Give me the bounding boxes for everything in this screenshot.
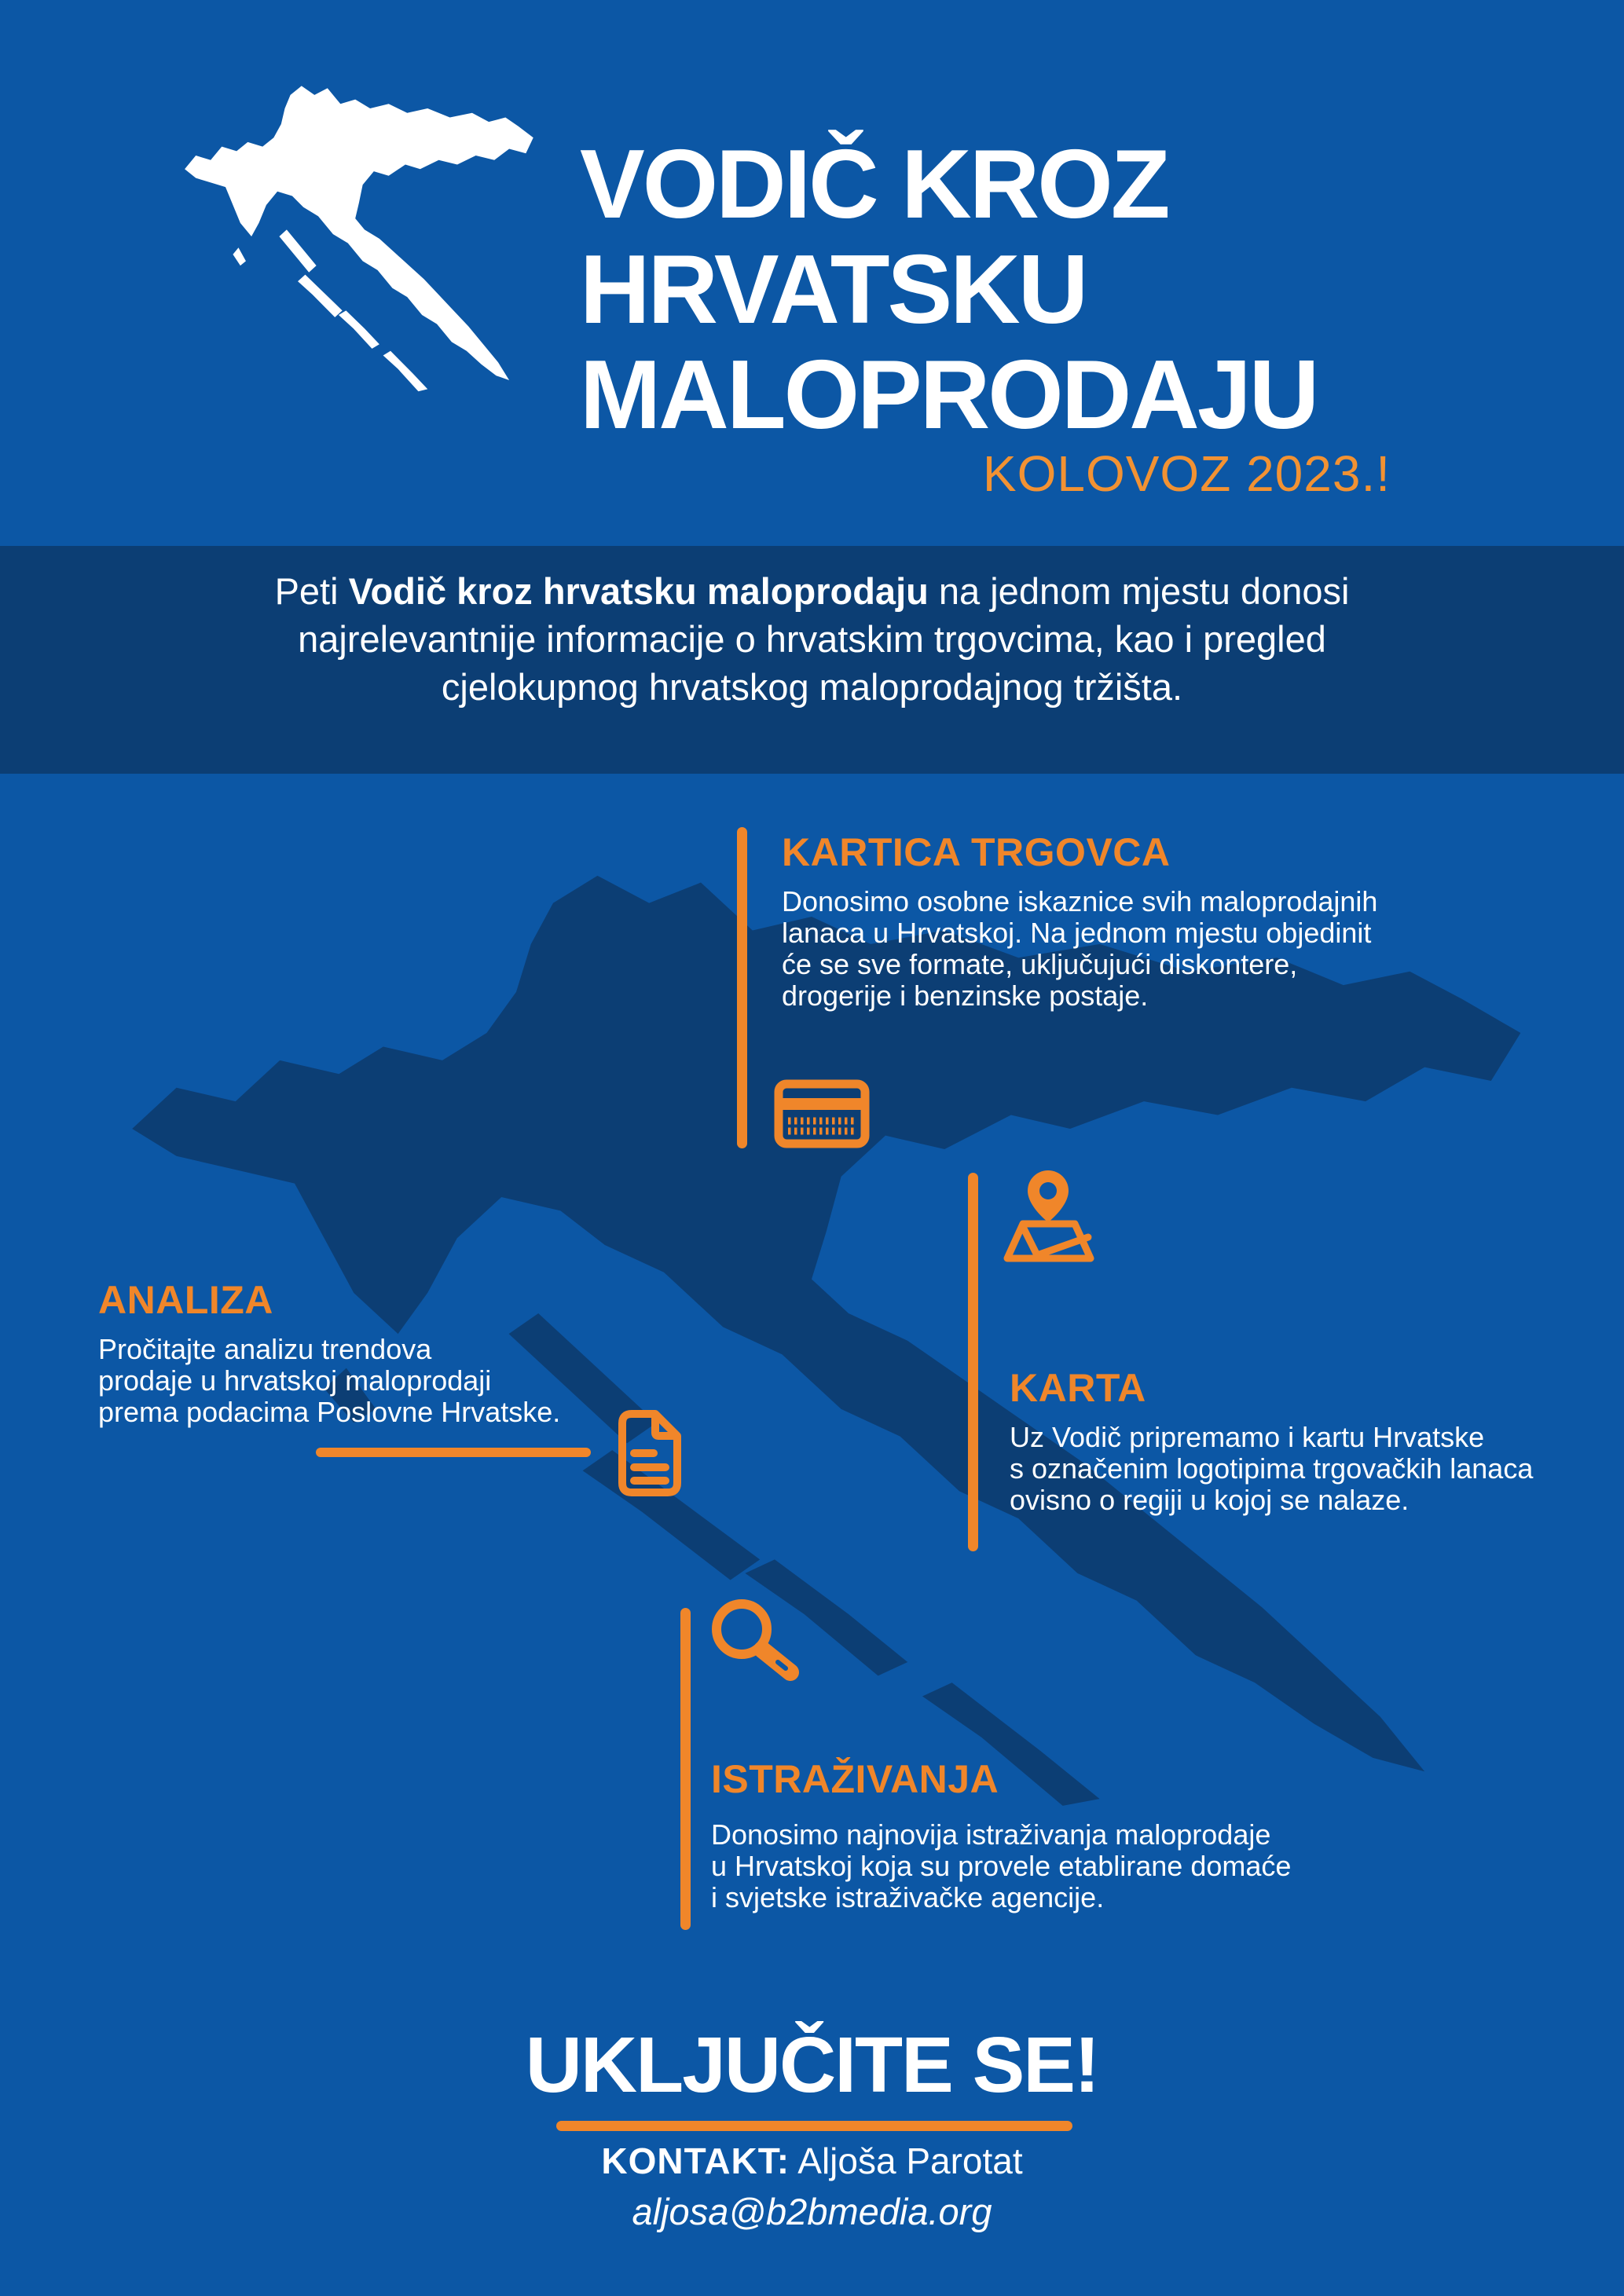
- intro-line-2: najrelevantnije informacije o hrvatskim trgovcima, kao i pregled: [298, 618, 1326, 660]
- paragraph-line: drogerije i benzinske postaje.: [782, 980, 1149, 1012]
- cta-underline: [556, 2121, 1072, 2131]
- section-text-karta: [1010, 1422, 1533, 1516]
- title-line: HRVATSKU: [580, 236, 1087, 344]
- title-line: VODIČ KROZ: [580, 130, 1168, 239]
- intro-line-3: cjelokupnog hrvatskog maloprodajnog tržišta.: [441, 666, 1183, 708]
- section-text-istrazivanja: [711, 1819, 1291, 1913]
- paragraph-line: će se sve formate, uključujući diskontere,: [782, 948, 1298, 980]
- credit-card-icon: [774, 1079, 870, 1148]
- paragraph-line: Pročitajte analizu trendova: [98, 1333, 432, 1365]
- section-heading-karta: KARTA: [1010, 1366, 1146, 1410]
- kartica-divider-line: [737, 827, 747, 1148]
- paragraph-line: u Hrvatskoj koja su provele etablirane domaće: [711, 1850, 1292, 1882]
- cta-title: UKLJUČITE SE!: [525, 2021, 1099, 2109]
- section-text-analiza: [98, 1334, 560, 1428]
- paragraph-line: prodaje u hrvatskoj maloprodaji: [98, 1364, 492, 1397]
- contact-label: KONTAKT:: [601, 2140, 790, 2181]
- paragraph-line: i svjetske istraživačke agencije.: [711, 1881, 1105, 1913]
- section-heading-analiza: ANALIZA: [98, 1278, 273, 1322]
- title-line: MALOPRODAJU: [580, 341, 1318, 449]
- contact-name: Aljoša Parotat: [797, 2140, 1023, 2181]
- paragraph-line: Donosimo najnovija istraživanja maloprodaje: [711, 1818, 1271, 1851]
- paragraph-line: Donosimo osobne iskaznice svih maloprodajnih: [782, 885, 1378, 917]
- document-icon: [618, 1409, 685, 1497]
- contact-email: aljosa@b2bmedia.org: [632, 2191, 992, 2232]
- istrazivanja-divider-line: [680, 1608, 691, 1930]
- paragraph-line: s označenim logotipima trgovačkih lanaca: [1010, 1452, 1534, 1485]
- section-heading-kartica: KARTICA TRGOVCA: [782, 830, 1171, 874]
- analiza-connector-line: [316, 1448, 591, 1457]
- paragraph-line: Uz Vodič pripremamo i kartu Hrvatske: [1010, 1421, 1485, 1453]
- croatia-map-logo: [179, 77, 550, 459]
- section-heading-istrazivanja: ISTRAŽIVANJA: [711, 1757, 999, 1801]
- map-pin-icon: [999, 1167, 1098, 1263]
- page-title: [580, 132, 1397, 448]
- section-text-kartica: [782, 886, 1377, 1012]
- edition-date: KOLOVOZ 2023.!: [982, 445, 1391, 502]
- paragraph-line: lanaca u Hrvatskoj. Na jednom mjestu objedinit: [782, 917, 1372, 949]
- contact-line: [0, 2140, 1624, 2182]
- karta-divider-line: [968, 1173, 978, 1551]
- intro-text: [0, 567, 1624, 711]
- paragraph-line: prema podacima Poslovne Hrvatske.: [98, 1396, 561, 1428]
- intro-line-1: Peti Vodič kroz hrvatsku maloprodaju na jednom mjestu donosi: [274, 570, 1350, 612]
- paragraph-line: ovisno o regiji u kojoj se nalaze.: [1010, 1484, 1410, 1516]
- magnifier-icon: [707, 1595, 806, 1694]
